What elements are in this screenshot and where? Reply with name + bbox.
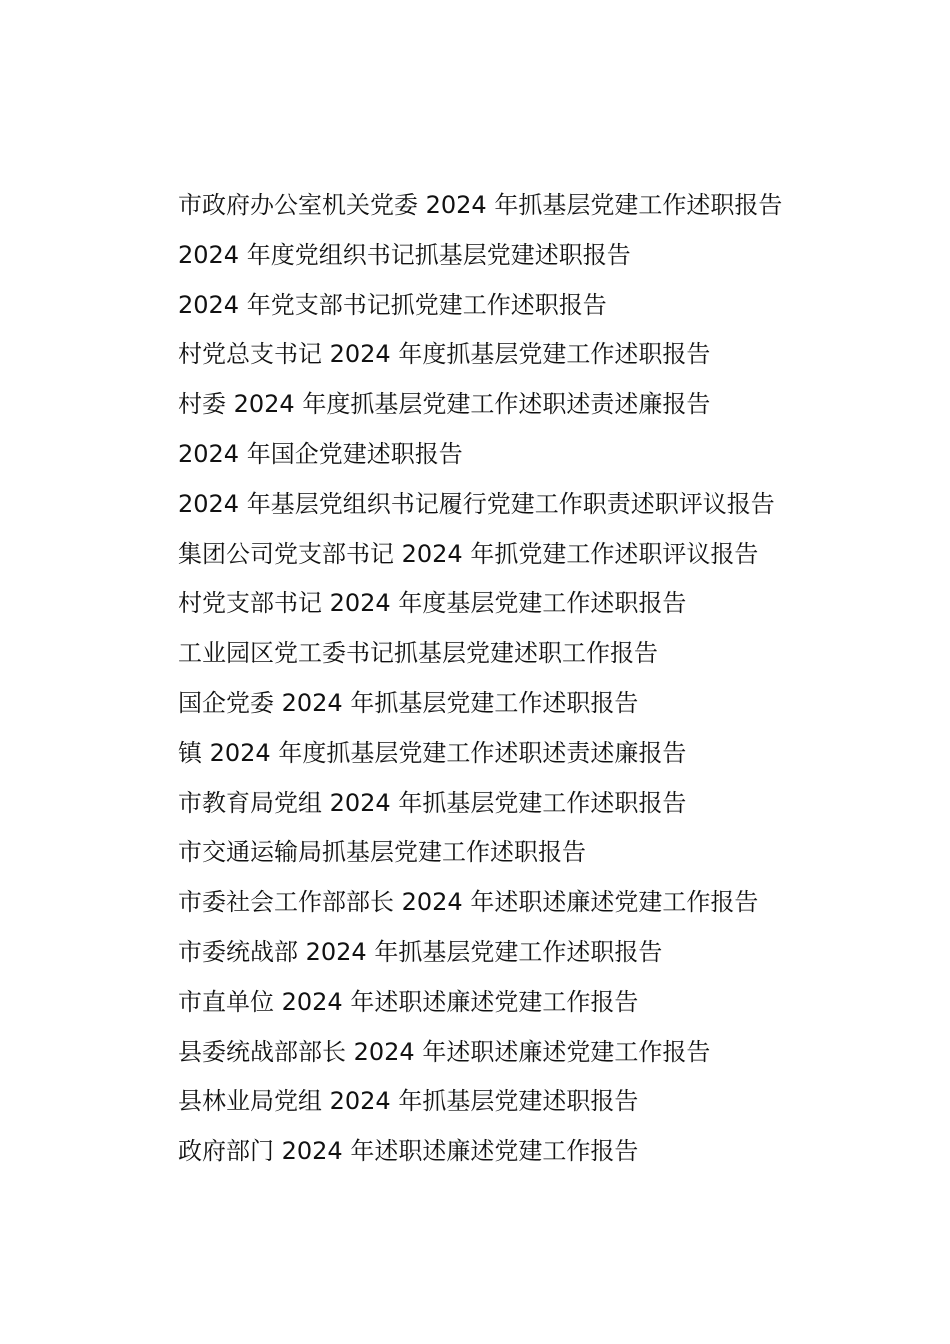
list-item: 2024 年党支部书记抓党建工作述职报告 — [178, 290, 607, 319]
list-item: 市委统战部 2024 年抓基层党建工作述职报告 — [178, 937, 663, 966]
list-item: 集团公司党支部书记 2024 年抓党建工作述职评议报告 — [178, 539, 759, 568]
list-item: 市教育局党组 2024 年抓基层党建工作述职报告 — [178, 788, 687, 817]
list-item: 2024 年基层党组织书记履行党建工作职责述职评议报告 — [178, 489, 775, 518]
list-item: 市委社会工作部部长 2024 年述职述廉述党建工作报告 — [178, 888, 759, 917]
list-item: 国企党委 2024 年抓基层党建工作述职报告 — [178, 688, 639, 717]
list-item: 市政府办公室机关党委 2024 年抓基层党建工作述职报告 — [178, 191, 783, 219]
list-item: 市直单位 2024 年述职述廉述党建工作报告 — [178, 987, 639, 1016]
list-item: 村党支部书记 2024 年度基层党建工作述职报告 — [178, 589, 687, 618]
list-item: 政府部门 2024 年述职述廉述党建工作报告 — [178, 1137, 639, 1166]
list-item: 村委 2024 年度抓基层党建工作述职述责述廉报告 — [178, 390, 711, 419]
list-item: 2024 年度党组织书记抓基层党建述职报告 — [178, 240, 631, 269]
report-title-list — [178, 181, 878, 1177]
list-item: 工业园区党工委书记抓基层党建述职工作报告 — [178, 639, 658, 668]
list-item: 镇 2024 年度抓基层党建工作述职述责述廉报告 — [178, 738, 687, 767]
list-item: 村党总支书记 2024 年度抓基层党建工作述职报告 — [178, 340, 711, 369]
list-item: 县委统战部部长 2024 年述职述廉述党建工作报告 — [178, 1037, 711, 1066]
list-item: 市交通运输局抓基层党建工作述职报告 — [178, 838, 586, 867]
list-item: 2024 年国企党建述职报告 — [178, 439, 463, 468]
list-item: 县林业局党组 2024 年抓基层党建述职报告 — [178, 1087, 639, 1116]
